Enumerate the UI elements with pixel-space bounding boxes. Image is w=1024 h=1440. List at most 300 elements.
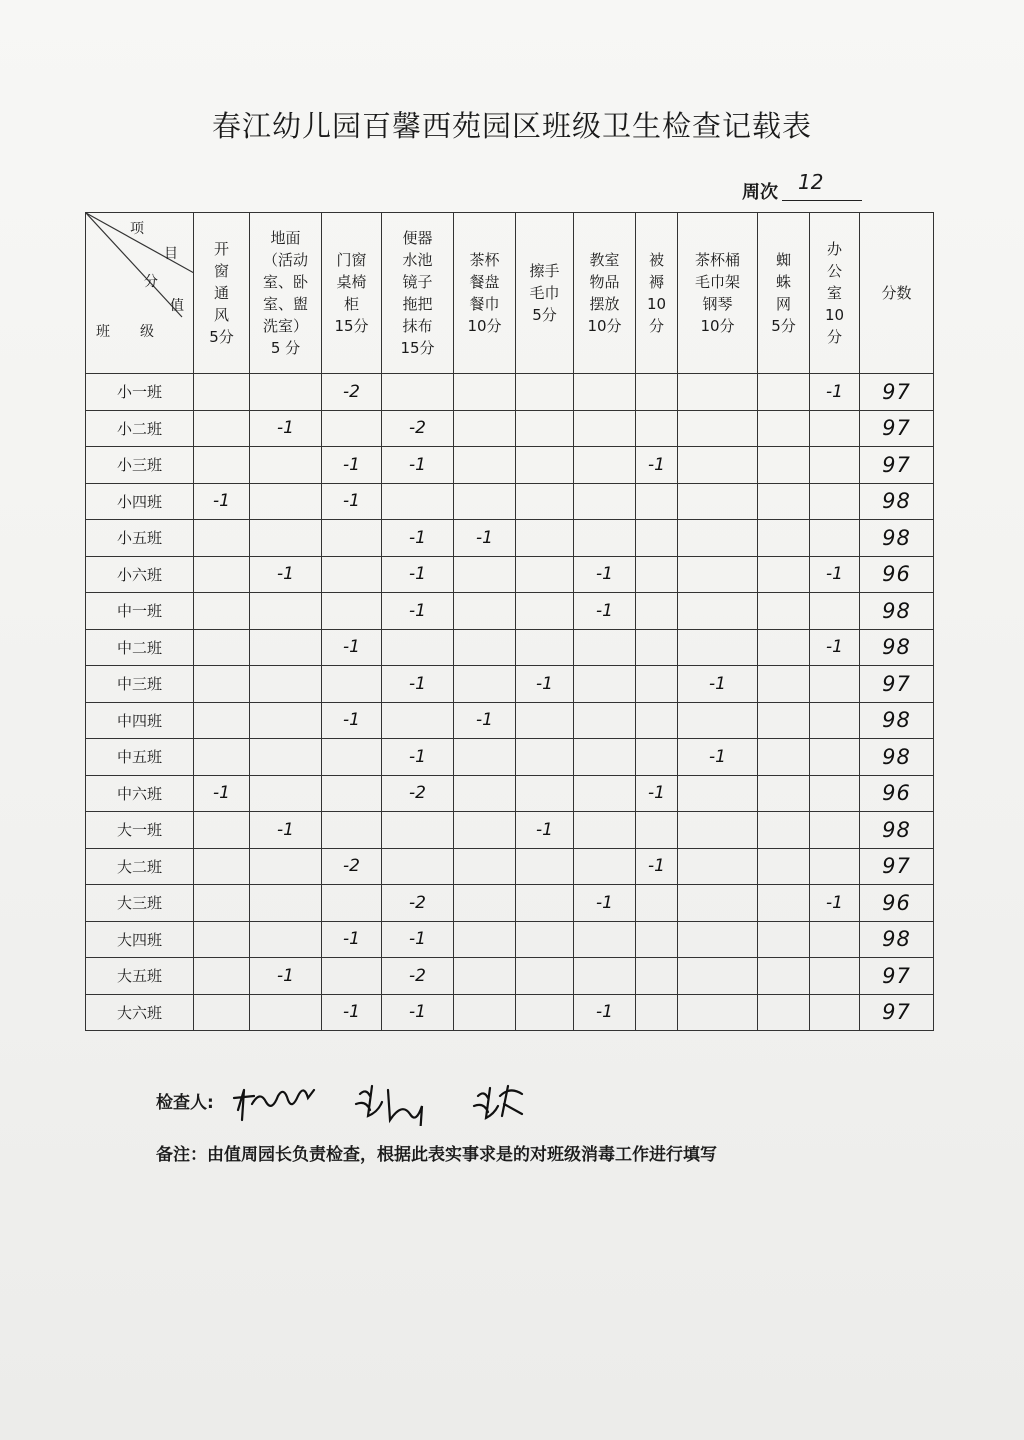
deduction-cell: -2	[382, 885, 454, 922]
deduction-cell	[758, 921, 810, 958]
deduction-cell	[678, 593, 758, 630]
column-header-10	[758, 213, 810, 374]
deduction-cell: -1	[382, 556, 454, 593]
table-row	[86, 629, 934, 666]
table-row	[86, 483, 934, 520]
deduction-cell	[516, 775, 574, 812]
deduction-cell	[678, 812, 758, 849]
column-header-line: 拖把	[402, 295, 433, 313]
deduction-cell	[194, 921, 250, 958]
deduction-cell	[636, 520, 678, 557]
deduction-cell: -2	[382, 775, 454, 812]
deduction-cell	[574, 812, 636, 849]
deduction-cell	[454, 921, 516, 958]
deduction-cell	[454, 374, 516, 411]
column-header-line: 10分	[587, 317, 622, 335]
score-cell: 98	[860, 812, 934, 849]
deduction-cell	[454, 812, 516, 849]
footnote: 备注：由值周园长负责检查，根据此表实事求是的对班级消毒工作进行填写	[156, 1145, 717, 1165]
score-cell: 98	[860, 483, 934, 520]
deduction-cell: -1	[382, 921, 454, 958]
deduction-cell: -1	[636, 848, 678, 885]
deduction-cell	[810, 812, 860, 849]
column-header-line: 抹布	[402, 317, 433, 335]
column-header-line: 教室	[589, 251, 620, 269]
deduction-cell: -1	[322, 994, 382, 1031]
deduction-cell	[382, 374, 454, 411]
column-header-line: 洗室）	[262, 317, 308, 335]
deduction-cell	[194, 629, 250, 666]
deduction-cell	[810, 410, 860, 447]
column-header-line: 物品	[589, 273, 620, 291]
deduction-cell	[810, 520, 860, 557]
deduction-cell	[516, 374, 574, 411]
deduction-cell	[678, 629, 758, 666]
deduction-cell	[758, 447, 810, 484]
deduction-cell	[250, 520, 322, 557]
column-header-line: 水池	[402, 251, 433, 269]
deduction-cell	[810, 775, 860, 812]
deduction-cell: -1	[574, 994, 636, 1031]
deduction-cell: -1	[678, 666, 758, 703]
deduction-cell	[636, 666, 678, 703]
deduction-cell	[758, 958, 810, 995]
column-header-line: 蜘	[775, 251, 791, 269]
table-row	[86, 410, 934, 447]
column-header-line: 5分	[532, 306, 557, 324]
deduction-cell	[194, 447, 250, 484]
deduction-cell	[250, 666, 322, 703]
score-cell: 96	[860, 885, 934, 922]
deduction-cell	[322, 775, 382, 812]
score-cell: 96	[860, 775, 934, 812]
table-row	[86, 520, 934, 557]
score-cell: 97	[860, 666, 934, 703]
corner-class-char-2: 级	[140, 324, 154, 340]
deduction-cell	[250, 483, 322, 520]
deduction-cell: -1	[250, 812, 322, 849]
class-name-cell: 大三班	[86, 885, 194, 922]
deduction-cell	[636, 994, 678, 1031]
score-cell: 97	[860, 958, 934, 995]
deduction-cell	[810, 921, 860, 958]
table-row	[86, 593, 934, 630]
score-cell: 97	[860, 994, 934, 1031]
deduction-cell: -2	[382, 410, 454, 447]
deduction-cell: -1	[250, 410, 322, 447]
deduction-cell	[454, 775, 516, 812]
column-header-line: 网	[775, 295, 791, 313]
column-header-line: 柜	[343, 295, 359, 313]
column-header-line: 褥	[648, 273, 664, 291]
deduction-cell	[516, 921, 574, 958]
deduction-cell	[810, 483, 860, 520]
deduction-cell	[194, 812, 250, 849]
deduction-cell: -1	[382, 593, 454, 630]
deduction-cell	[194, 739, 250, 776]
table-row	[86, 994, 934, 1031]
deduction-cell: -1	[250, 556, 322, 593]
column-header-11	[810, 213, 860, 374]
class-name-cell: 大一班	[86, 812, 194, 849]
deduction-cell	[250, 739, 322, 776]
deduction-cell: -1	[636, 447, 678, 484]
deduction-cell	[758, 812, 810, 849]
deduction-cell	[574, 447, 636, 484]
deduction-cell: -1	[810, 374, 860, 411]
table-row	[86, 812, 934, 849]
deduction-cell	[454, 739, 516, 776]
column-header-5	[454, 213, 516, 374]
score-cell: 97	[860, 374, 934, 411]
deduction-cell: -1	[382, 739, 454, 776]
column-header-line: （活动	[262, 251, 308, 269]
table-row	[86, 921, 934, 958]
inspector-label: 检查人:	[156, 1093, 214, 1113]
deduction-cell	[382, 848, 454, 885]
deduction-cell: -1	[322, 447, 382, 484]
deduction-cell	[516, 520, 574, 557]
deduction-cell	[454, 483, 516, 520]
deduction-cell: -1	[516, 812, 574, 849]
deduction-cell	[758, 629, 810, 666]
deduction-cell	[636, 410, 678, 447]
deduction-cell	[574, 702, 636, 739]
column-header-line: 10分	[700, 317, 735, 335]
deduction-cell: -1	[382, 994, 454, 1031]
deduction-cell	[574, 775, 636, 812]
deduction-cell: -1	[322, 702, 382, 739]
form-title: 春江幼儿园百馨西苑园区班级卫生检查记载表	[211, 109, 812, 143]
deduction-cell	[636, 921, 678, 958]
deduction-cell	[574, 629, 636, 666]
deduction-cell	[516, 885, 574, 922]
deduction-cell: -1	[382, 447, 454, 484]
deduction-cell	[516, 848, 574, 885]
class-name-cell: 小三班	[86, 447, 194, 484]
class-name-cell: 中三班	[86, 666, 194, 703]
deduction-cell	[574, 374, 636, 411]
column-header-line: 5分	[209, 328, 234, 346]
score-cell: 98	[860, 593, 934, 630]
deduction-cell	[636, 629, 678, 666]
deduction-cell: -1	[574, 885, 636, 922]
deduction-cell	[810, 958, 860, 995]
column-header-line: 门窗	[336, 251, 367, 269]
deduction-cell	[810, 848, 860, 885]
deduction-cell	[574, 666, 636, 703]
deduction-cell	[678, 374, 758, 411]
deduction-cell	[250, 994, 322, 1031]
column-header-line: 5分	[771, 317, 796, 335]
corner-header-cell	[86, 213, 194, 374]
deduction-cell	[758, 374, 810, 411]
table-row	[86, 885, 934, 922]
column-header-line: 通	[213, 284, 229, 302]
table-row	[86, 775, 934, 812]
deduction-cell	[758, 593, 810, 630]
deduction-cell	[516, 629, 574, 666]
column-header-line: 镜子	[402, 273, 433, 291]
deduction-cell	[194, 958, 250, 995]
deduction-cell	[454, 666, 516, 703]
deduction-cell	[454, 885, 516, 922]
column-header-line: 开	[213, 240, 229, 258]
deduction-cell	[516, 994, 574, 1031]
table-row	[86, 666, 934, 703]
deduction-cell	[574, 410, 636, 447]
deduction-cell: -1	[810, 556, 860, 593]
deduction-cell	[382, 702, 454, 739]
deduction-cell	[194, 702, 250, 739]
column-header-line: 室、盥	[262, 295, 308, 313]
class-name-cell: 大六班	[86, 994, 194, 1031]
score-cell: 97	[860, 447, 934, 484]
deduction-cell	[382, 483, 454, 520]
deduction-cell	[636, 958, 678, 995]
deduction-cell	[574, 958, 636, 995]
deduction-cell	[758, 520, 810, 557]
header-row	[86, 213, 934, 374]
score-cell: 97	[860, 848, 934, 885]
class-name-cell: 小一班	[86, 374, 194, 411]
deduction-cell	[250, 775, 322, 812]
deduction-cell: -1	[382, 520, 454, 557]
table-row	[86, 702, 934, 739]
table-row	[86, 739, 934, 776]
deduction-cell	[516, 958, 574, 995]
deduction-cell	[574, 483, 636, 520]
class-name-cell: 大五班	[86, 958, 194, 995]
deduction-cell	[454, 958, 516, 995]
column-header-line: 茶杯	[469, 251, 500, 269]
column-header-4	[382, 213, 454, 374]
week-value: 12	[798, 170, 824, 194]
deduction-cell	[678, 410, 758, 447]
class-name-cell: 中四班	[86, 702, 194, 739]
corner-item-char-2: 目	[164, 246, 178, 262]
deduction-cell	[758, 739, 810, 776]
column-header-line: 10	[824, 306, 845, 324]
deduction-cell	[678, 556, 758, 593]
deduction-cell	[810, 593, 860, 630]
deduction-cell	[516, 410, 574, 447]
column-header-line: 被	[648, 251, 664, 269]
deduction-cell	[636, 885, 678, 922]
deduction-cell	[758, 885, 810, 922]
column-header-3	[322, 213, 382, 374]
table-body	[86, 374, 934, 1031]
table-row	[86, 374, 934, 411]
table-row	[86, 447, 934, 484]
deduction-cell	[516, 483, 574, 520]
deduction-cell	[678, 848, 758, 885]
deduction-cell	[322, 410, 382, 447]
column-header-line: 便器	[402, 229, 433, 247]
column-header-line: 10分	[467, 317, 502, 335]
deduction-cell	[758, 848, 810, 885]
score-cell: 98	[860, 629, 934, 666]
column-header-line: 窗	[213, 262, 229, 280]
deduction-cell	[636, 556, 678, 593]
column-header-2	[250, 213, 322, 374]
table-row	[86, 958, 934, 995]
deduction-cell: -1	[678, 739, 758, 776]
column-header-line: 办	[826, 240, 842, 258]
deduction-cell: -1	[322, 629, 382, 666]
deduction-cell	[194, 593, 250, 630]
class-name-cell: 大四班	[86, 921, 194, 958]
class-name-cell: 小四班	[86, 483, 194, 520]
deduction-cell	[250, 374, 322, 411]
deduction-cell	[758, 702, 810, 739]
deduction-cell	[758, 483, 810, 520]
column-header-line: 室	[826, 284, 842, 302]
deduction-cell	[758, 666, 810, 703]
week-label: 周次	[742, 182, 778, 203]
deduction-cell	[516, 702, 574, 739]
corner-item-char-1: 项	[130, 221, 144, 237]
column-header-line: 室、卧	[262, 273, 308, 291]
column-header-line: 茶杯桶	[694, 251, 740, 269]
column-header-line: 地面	[270, 229, 301, 247]
column-header-line: 摆放	[589, 295, 620, 313]
deduction-cell	[574, 921, 636, 958]
column-header-line: 风	[213, 306, 229, 324]
deduction-cell	[454, 994, 516, 1031]
column-header-1	[194, 213, 250, 374]
deduction-cell	[678, 921, 758, 958]
deduction-cell	[678, 520, 758, 557]
deduction-cell	[678, 447, 758, 484]
score-cell: 98	[860, 520, 934, 557]
deduction-cell	[636, 739, 678, 776]
handwritten-signature	[232, 1076, 562, 1126]
deduction-cell	[194, 374, 250, 411]
deduction-cell: -1	[454, 702, 516, 739]
column-header-7	[574, 213, 636, 374]
deduction-cell: -2	[322, 848, 382, 885]
class-name-cell: 中一班	[86, 593, 194, 630]
deduction-cell: -1	[574, 593, 636, 630]
deduction-cell	[250, 885, 322, 922]
deduction-cell	[322, 520, 382, 557]
deduction-cell	[250, 629, 322, 666]
corner-class-char-1: 班	[96, 324, 110, 340]
deduction-cell	[810, 447, 860, 484]
class-name-cell: 小五班	[86, 520, 194, 557]
class-name-cell: 中五班	[86, 739, 194, 776]
deduction-cell	[810, 994, 860, 1031]
deduction-cell: -1	[810, 885, 860, 922]
deduction-cell	[322, 739, 382, 776]
deduction-cell	[194, 666, 250, 703]
class-name-cell: 小六班	[86, 556, 194, 593]
class-name-cell: 中六班	[86, 775, 194, 812]
hygiene-inspection-table	[85, 212, 934, 1031]
column-header-6	[516, 213, 574, 374]
deduction-cell: -1	[382, 666, 454, 703]
deduction-cell: -1	[574, 556, 636, 593]
deduction-cell	[678, 885, 758, 922]
deduction-cell: -1	[322, 921, 382, 958]
deduction-cell	[516, 556, 574, 593]
deduction-cell	[678, 958, 758, 995]
column-header-line: 毛巾	[529, 284, 560, 302]
column-header-line: 分数	[881, 284, 912, 302]
column-header-9	[678, 213, 758, 374]
deduction-cell	[250, 447, 322, 484]
deduction-cell	[758, 556, 810, 593]
deduction-cell	[810, 702, 860, 739]
deduction-cell	[322, 885, 382, 922]
column-header-line: 5 分	[270, 339, 301, 357]
column-header-12	[860, 213, 934, 374]
corner-value-char-2: 值	[170, 298, 184, 314]
score-cell: 97	[860, 410, 934, 447]
column-header-line: 分	[648, 317, 664, 335]
deduction-cell: -1	[810, 629, 860, 666]
deduction-cell: -1	[636, 775, 678, 812]
deduction-cell	[636, 812, 678, 849]
deduction-cell	[636, 374, 678, 411]
deduction-cell	[574, 739, 636, 776]
column-header-line: 餐巾	[469, 295, 500, 313]
deduction-cell	[678, 775, 758, 812]
column-header-line: 钢琴	[702, 295, 733, 313]
deduction-cell	[194, 848, 250, 885]
deduction-cell	[516, 739, 574, 776]
column-header-line: 分	[826, 328, 842, 346]
week-underline	[782, 200, 862, 201]
column-header-line: 15分	[400, 339, 435, 357]
class-name-cell: 中二班	[86, 629, 194, 666]
deduction-cell	[516, 593, 574, 630]
deduction-cell	[194, 410, 250, 447]
table-row	[86, 848, 934, 885]
class-name-cell: 小二班	[86, 410, 194, 447]
column-header-line: 擦手	[529, 262, 560, 280]
deduction-cell	[678, 483, 758, 520]
table-row	[86, 556, 934, 593]
deduction-cell	[810, 739, 860, 776]
score-cell: 98	[860, 739, 934, 776]
deduction-cell	[250, 593, 322, 630]
deduction-cell	[322, 958, 382, 995]
deduction-cell	[194, 994, 250, 1031]
deduction-cell	[322, 556, 382, 593]
deduction-cell	[382, 629, 454, 666]
deduction-cell	[250, 702, 322, 739]
deduction-cell	[382, 812, 454, 849]
column-header-line: 公	[826, 262, 842, 280]
deduction-cell	[574, 848, 636, 885]
column-header-8	[636, 213, 678, 374]
deduction-cell	[322, 812, 382, 849]
deduction-cell	[678, 994, 758, 1031]
deduction-cell	[516, 447, 574, 484]
deduction-cell	[322, 666, 382, 703]
deduction-cell	[454, 593, 516, 630]
deduction-cell	[194, 520, 250, 557]
deduction-cell	[454, 410, 516, 447]
deduction-cell	[636, 702, 678, 739]
deduction-cell	[678, 702, 758, 739]
deduction-cell	[758, 994, 810, 1031]
deduction-cell	[194, 885, 250, 922]
corner-value-char-1: 分	[144, 274, 158, 290]
column-header-line: 15分	[334, 317, 369, 335]
